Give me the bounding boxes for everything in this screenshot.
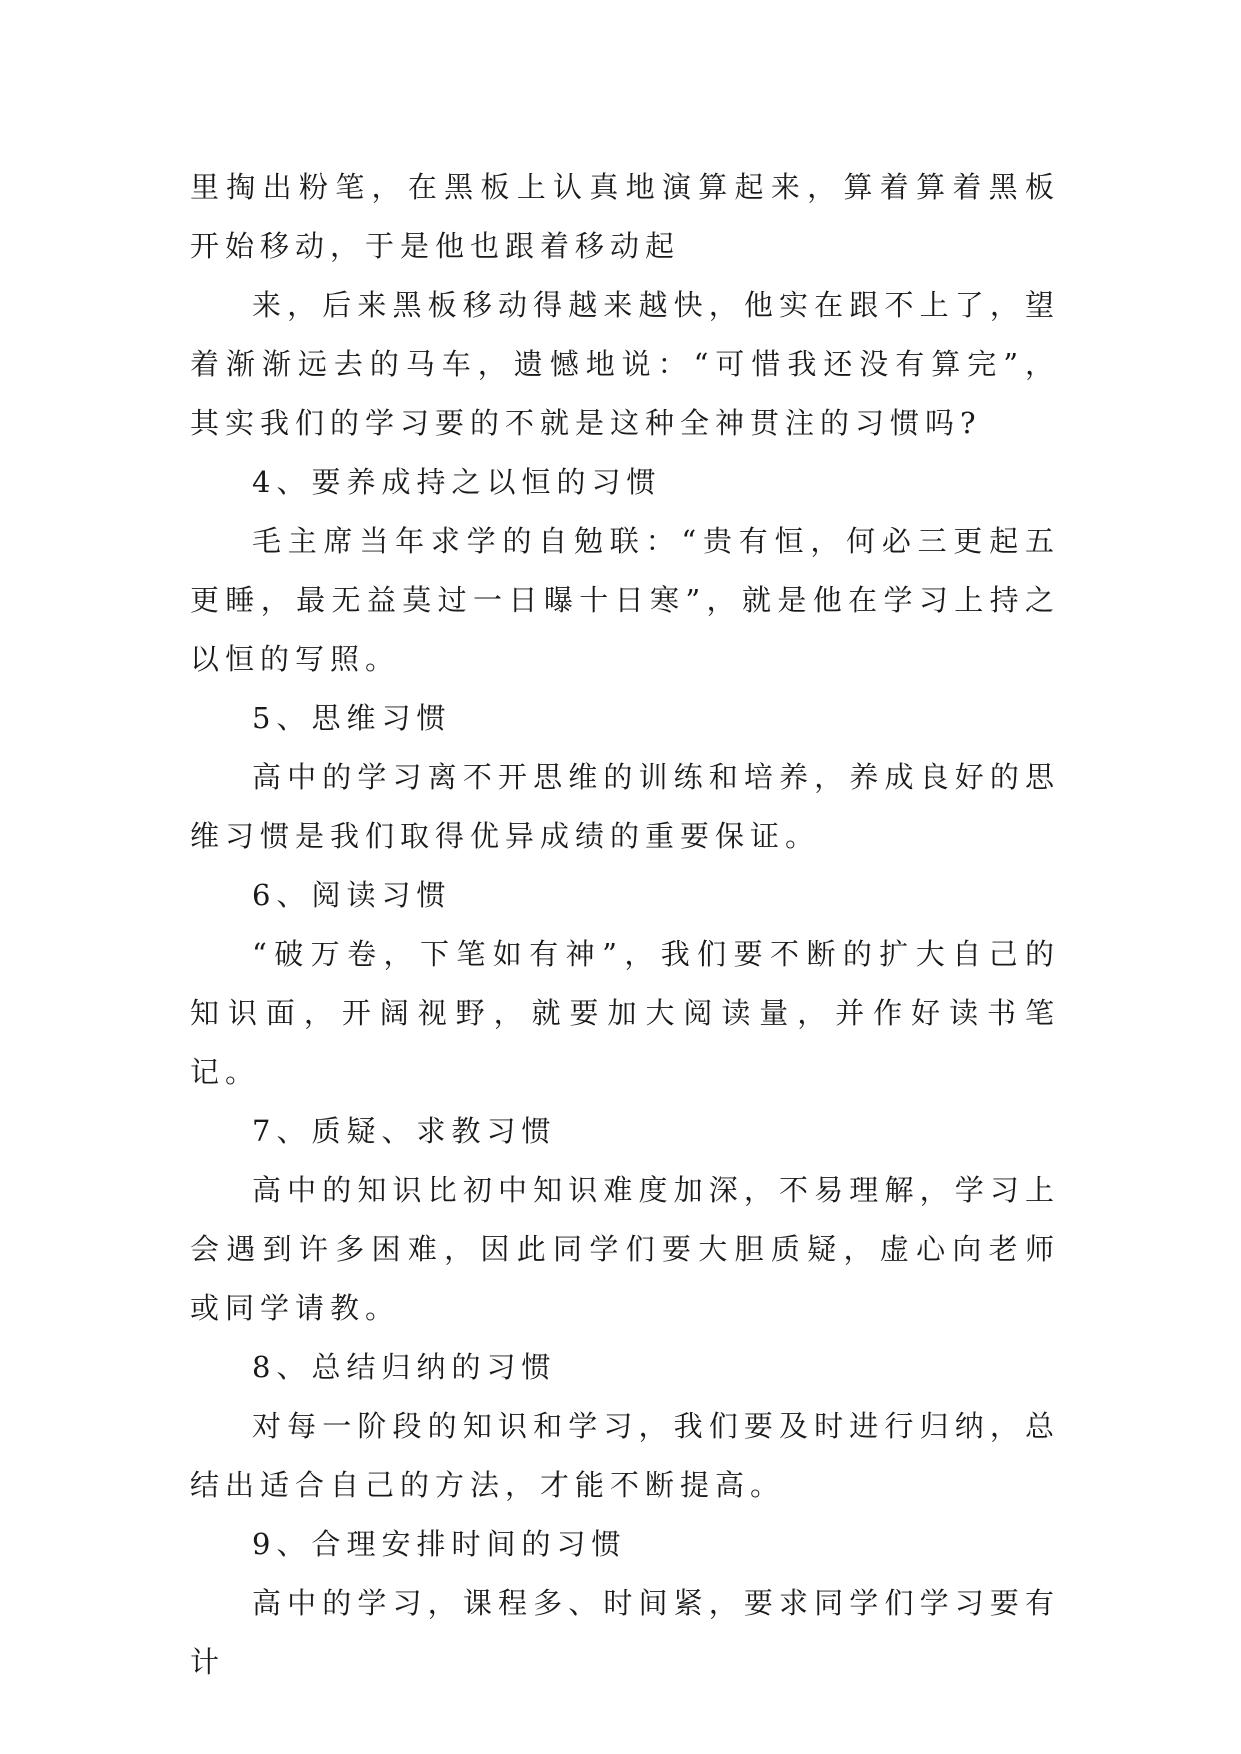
- section-heading-6: 6、阅读习惯: [252, 878, 452, 912]
- paragraph-reading: “破万卷，下笔如有神”，我们要不断的扩大自己的知识面，开阔视野，就要加大阅读量，并作好读书笔记。: [190, 937, 1060, 1089]
- section-heading-4: 4、要养成持之以恒的习惯: [252, 465, 662, 499]
- document-body: [190, 158, 1060, 1692]
- paragraph-questioning: 高中的知识比初中知识难度加深，不易理解，学习上会遇到许多困难，因此同学们要大胆质疑，虚心向老师或同学请教。: [190, 1173, 1060, 1325]
- section-heading-8: 8、总结归纳的习惯: [252, 1350, 557, 1384]
- paragraph-time-management: 高中的学习，课程多、时间紧，要求同学们学习要有计: [190, 1586, 1060, 1679]
- section-heading-7: 7、质疑、求教习惯: [252, 1114, 557, 1148]
- paragraph-thinking: 高中的学习离不开思维的训练和培养，养成良好的思维习惯是我们取得优异成绩的重要保证。: [190, 760, 1060, 853]
- section-heading-9: 9、合理安排时间的习惯: [252, 1527, 627, 1561]
- paragraph-perseverance: 毛主席当年求学的自勉联：“贵有恒，何必三更起五更睡，最无益莫过一日曝十日寒”，就是他在学习上持之以恒的写照。: [190, 524, 1060, 676]
- paragraph-summarizing: 对每一阶段的知识和学习，我们要及时进行归纳，总结出适合自己的方法，才能不断提高。: [190, 1409, 1060, 1502]
- section-heading-5: 5、思维习惯: [252, 701, 452, 735]
- paragraph-continued: 里掏出粉笔，在黑板上认真地演算起来，算着算着黑板开始移动，于是他也跟着移动起: [190, 170, 1060, 263]
- paragraph-blackboard-story: 来，后来黑板移动得越来越快，他实在跟不上了，望着渐渐远去的马车，遗憾地说：“可惜我还没有算完”，其实我们的学习要的不就是这种全神贯注的习惯吗?: [190, 288, 1060, 440]
